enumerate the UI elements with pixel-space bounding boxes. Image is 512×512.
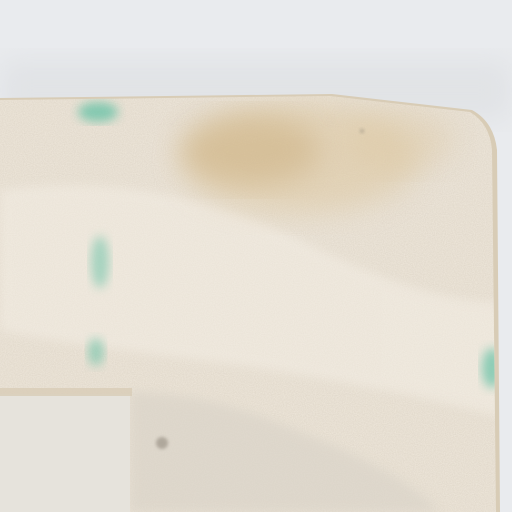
green-mark-lower: [88, 338, 104, 366]
dark-speck: [156, 437, 168, 449]
dark-speck: [360, 129, 364, 133]
green-mark-middle: [91, 236, 109, 288]
water-stain-core: [180, 115, 320, 185]
card-torn-edge: [0, 388, 132, 396]
underlying-card: [0, 394, 130, 512]
green-mark-top: [78, 102, 118, 122]
water-stain-edge: [345, 110, 455, 170]
